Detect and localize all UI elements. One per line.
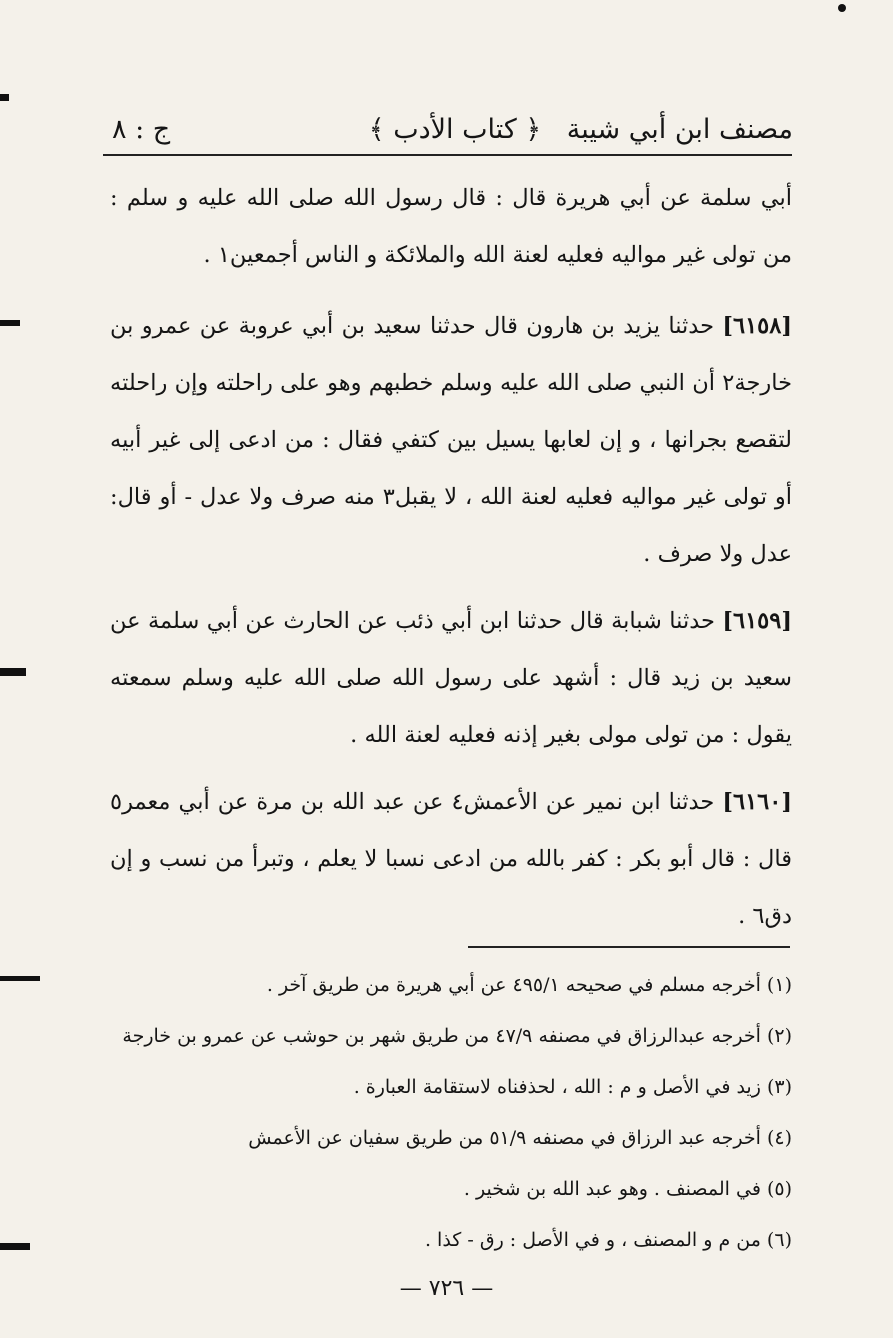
margin-mark [0, 320, 20, 326]
margin-mark [0, 976, 40, 981]
ink-speck [838, 4, 846, 12]
hadith-number: [٦١٥٨] [722, 313, 792, 339]
section-title: ﴿ كتاب الأدب ﴾ [368, 114, 542, 145]
hadith-6158 [110, 298, 792, 583]
footnote-rule [468, 946, 790, 948]
paragraph-text: حدثنا ابن نمير عن الأعمش٤ عن عبد الله بن مرة عن أبي معمر٥ قال : قال أبو بكر : كفر بالله من ادعى نسبا لا يعلم ، وتبرأ من نسب و إن دق٦ . [110, 789, 792, 929]
margin-mark [0, 668, 26, 676]
main-text [110, 170, 792, 955]
book-title: مصنف ابن أبي شيبة [566, 114, 793, 145]
page-number: — ٧٢٦ — [399, 1276, 494, 1301]
paragraph-text: حدثنا يزيد بن هارون قال حدثنا سعيد بن أبي عروبة عن عمرو بن خارجة٢ أن النبي صلى الله عليه وسلم خطبهم وهو على راحلته وإن راحلته لتقصع بجرانها ، و إن لعابها يسيل بين كتفي فقال : من ادعى إلى غير أبيه أو تولى غير مواليه فعليه لعنة الله ، لا يقبل٣ منه صرف ولا عدل - أو قال: عدل ولا صرف . [110, 313, 792, 567]
footnote-6: (٦) من م و المصنف ، و في الأصل : رق - كذا . [424, 1229, 792, 1251]
footnotes [110, 960, 792, 1266]
paragraph-text: أبي سلمة عن أبي هريرة قال : قال رسول الله صلى الله عليه و سلم : من تولى غير مواليه فعليه لعنة الله والملائكة و الناس أجمعين١ . [110, 185, 792, 268]
footnote-2: (٢) أخرجه عبدالرزاق في مصنفه ٤٧/٩ من طريق شهر بن حوشب عن عمرو بن خارجة [122, 1025, 792, 1047]
footnote-1: (١) أخرجه مسلم في صحيحه ٤٩٥/١ عن أبي هريرة من طريق آخر . [266, 974, 792, 996]
hadith-number: [٦١٥٩] [722, 608, 792, 634]
margin-mark [0, 1243, 30, 1250]
footnote-5: (٥) في المصنف . وهو عبد الله بن شخير . [463, 1178, 792, 1200]
footnote-3: (٣) زيد في الأصل و م : الله ، لحذفناه لاستقامة العبارة . [353, 1076, 792, 1098]
paragraph-continuation [110, 170, 792, 284]
paragraph-text: حدثنا شبابة قال حدثنا ابن أبي ذئب عن الحارث عن أبي سلمة عن سعيد بن زيد قال : أشهد على رسول الله صلى الله عليه وسلم سمعته يقول : من تولى مولى بغير إذنه فعليه لعنة الله . [110, 608, 792, 748]
margin-mark [0, 94, 9, 101]
hadith-number: [٦١٦٠] [722, 789, 792, 815]
hadith-6159 [110, 593, 792, 764]
volume-label: ج : ٨ [112, 114, 171, 145]
header-rule [103, 154, 792, 156]
footnote-4: (٤) أخرجه عبد الرزاق في مصنفه ٥١/٩ من طريق سفيان عن الأعمش [248, 1127, 792, 1149]
hadith-6160 [110, 774, 792, 945]
